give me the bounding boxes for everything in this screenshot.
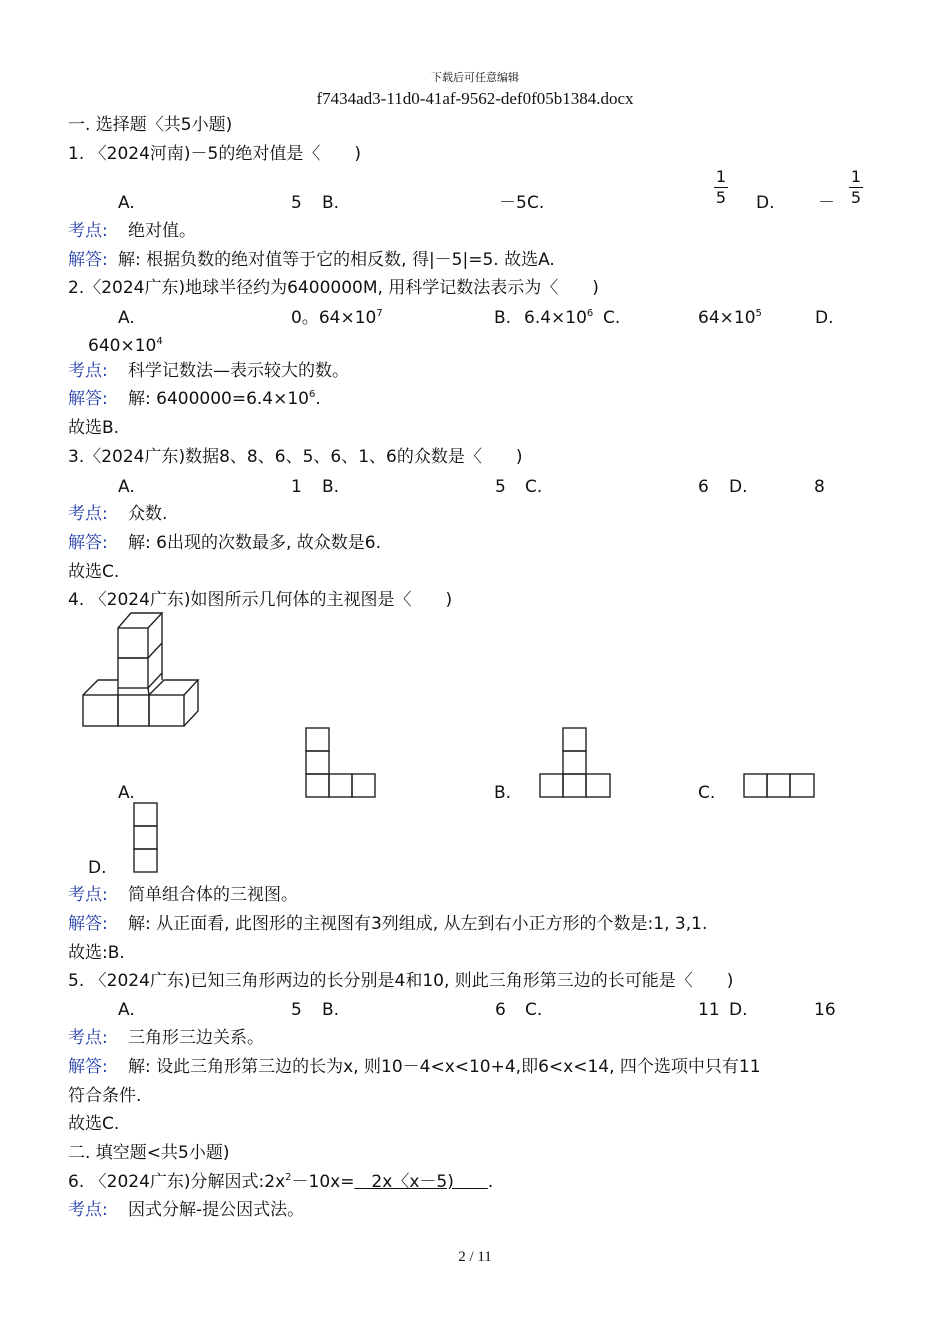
kaodian-text: 因式分解-提公因式法。 [128,1200,305,1220]
answer-line: 故选C. [68,562,120,582]
option-value-base: 640×10 [88,336,157,356]
jieda-text: 解: 6出现的次数最多, 故众数是6. [128,533,381,553]
kaodian-label: 考点: [68,1028,108,1048]
option-value: 5 [291,1000,302,1020]
option-label: C. [525,1000,543,1020]
option-value [88,335,163,357]
answer-line: 故选:B. [68,943,125,963]
header-watermark: 下载后可任意编辑 [431,71,519,84]
jieda-label: 解答: [68,914,108,934]
option-value: 16 [814,1000,836,1020]
option-value: 1 [291,477,302,497]
option-a-figure [305,727,377,799]
option-value [524,307,593,329]
option-label: B. [494,308,512,328]
option-label: C. [698,783,716,803]
option-sign: － [818,193,835,213]
option-value: 11 [698,1000,720,1020]
section-title: 二. 填空题<共5小题) [68,1143,230,1163]
jieda-text: 解: 设此三角形第三边的长为x, 则10－4<x<10+4,即6<x<14, 四个选项中只有11 [128,1057,761,1077]
option-value: －5 [499,193,527,213]
option-value: 8 [814,477,825,497]
option-label: B. [322,193,340,213]
option-value: 5 [495,477,506,497]
kaodian-label: 考点: [68,885,108,905]
option-label: C. [603,308,621,328]
option-label: A. [118,1000,135,1020]
jieda-text-end: . [315,389,321,409]
kaodian-text: 绝对值。 [128,221,196,241]
jieda-text [128,388,321,410]
fraction-denominator: 5 [850,188,862,207]
option-value [291,307,383,329]
answer-line: 故选C. [68,1114,120,1134]
jieda-label: 解答: [68,250,108,270]
option-label: C. [525,477,543,497]
option-label: D. [88,858,107,878]
kaodian-text: 三角形三边关系。 [128,1028,264,1048]
option-label: B. [322,477,340,497]
exponent: 6 [309,389,316,400]
exponent: 2 [285,1172,292,1183]
question-stem: 5. 〈2024广东)已知三角形两边的长分别是4和10, 则此三角形第三边的长可能是〈 ) [68,971,734,991]
fraction-numerator: 1 [715,167,727,186]
jieda-text: 解: 根据负数的绝对值等于它的相反数, 得|－5|=5. 故选A. [118,250,555,270]
option-value [698,307,762,329]
option-value: 6 [698,477,709,497]
exponent: 4 [156,336,163,347]
option-label: D. [729,1000,748,1020]
fraction [714,168,728,207]
stem-end: . [487,1172,494,1192]
option-b-figure [539,727,612,799]
jieda-label: 解答: [68,1057,108,1077]
question-stem: 2.〈2024广东)地球半径约为6400000M, 用科学记数法表示为〈 ) [68,278,599,298]
answer-line: 故选B. [68,418,120,438]
option-label: B. [494,783,512,803]
option-label: D. [756,193,775,213]
option-label: D. [729,477,748,497]
kaodian-label: 考点: [68,361,108,381]
page-number: 2 / 11 [458,1249,492,1265]
option-label: A. [118,783,135,803]
jieda-label: 解答: [68,533,108,553]
option-c-figure [743,773,816,799]
fraction-numerator: 1 [850,167,862,186]
exponent: 7 [376,308,383,319]
kaodian-label: 考点: [68,1200,108,1220]
jieda-label: 解答: [68,389,108,409]
jieda-text-cont: 符合条件. [68,1086,142,1106]
fill-in-answer: 2x〈x－5) [354,1172,488,1192]
question-stem: 1. 〈2024河南)－5的绝对值是〈 ) [68,144,361,164]
option-value-base: 6.4×10 [524,308,587,328]
solid-figure [78,608,204,732]
stem-mid: －10x= [291,1172,355,1192]
option-value: 5 [291,193,302,213]
option-label: C. [527,193,545,213]
jieda-text: 解: 从正面看, 此图形的主视图有3列组成, 从左到右小正方形的个数是:1, 3,1. [128,914,708,934]
exponent: 6 [586,308,594,319]
jieda-text-base: 解: 6400000=6.4×10 [128,389,309,409]
kaodian-text: 简单组合体的三视图。 [128,885,298,905]
option-label: A. [118,477,135,497]
kaodian-text: 众数. [128,504,168,524]
kaodian-label: 考点: [68,504,108,524]
option-label: A. [118,308,135,328]
kaodian-label: 考点: [68,221,108,241]
option-label: B. [322,1000,340,1020]
question-stem [68,1171,493,1193]
option-value: 6 [495,1000,506,1020]
question-stem: 3.〈2024广东)数据8、8、6、5、6、1、6的众数是〈 ) [68,447,523,467]
exponent: 5 [755,308,762,319]
option-label: D. [815,308,834,328]
header-filename: f7434ad3-11d0-41af-9562-def0f05b1384.docx [316,89,634,108]
option-value-base: 0。64×10 [291,308,377,328]
fraction [849,168,863,207]
option-d-figure [133,802,159,874]
kaodian-text: 科学记数法—表示较大的数。 [128,361,349,381]
question-stem: 4. 〈2024广东)如图所示几何体的主视图是〈 ) [68,590,453,610]
stem-prefix: 6. 〈2024广东)分解因式:2x [68,1172,286,1192]
option-label: A. [118,193,135,213]
section-title: 一. 选择题〈共5小题) [68,115,233,135]
option-value-base: 64×10 [698,308,756,328]
fraction-denominator: 5 [715,188,727,207]
